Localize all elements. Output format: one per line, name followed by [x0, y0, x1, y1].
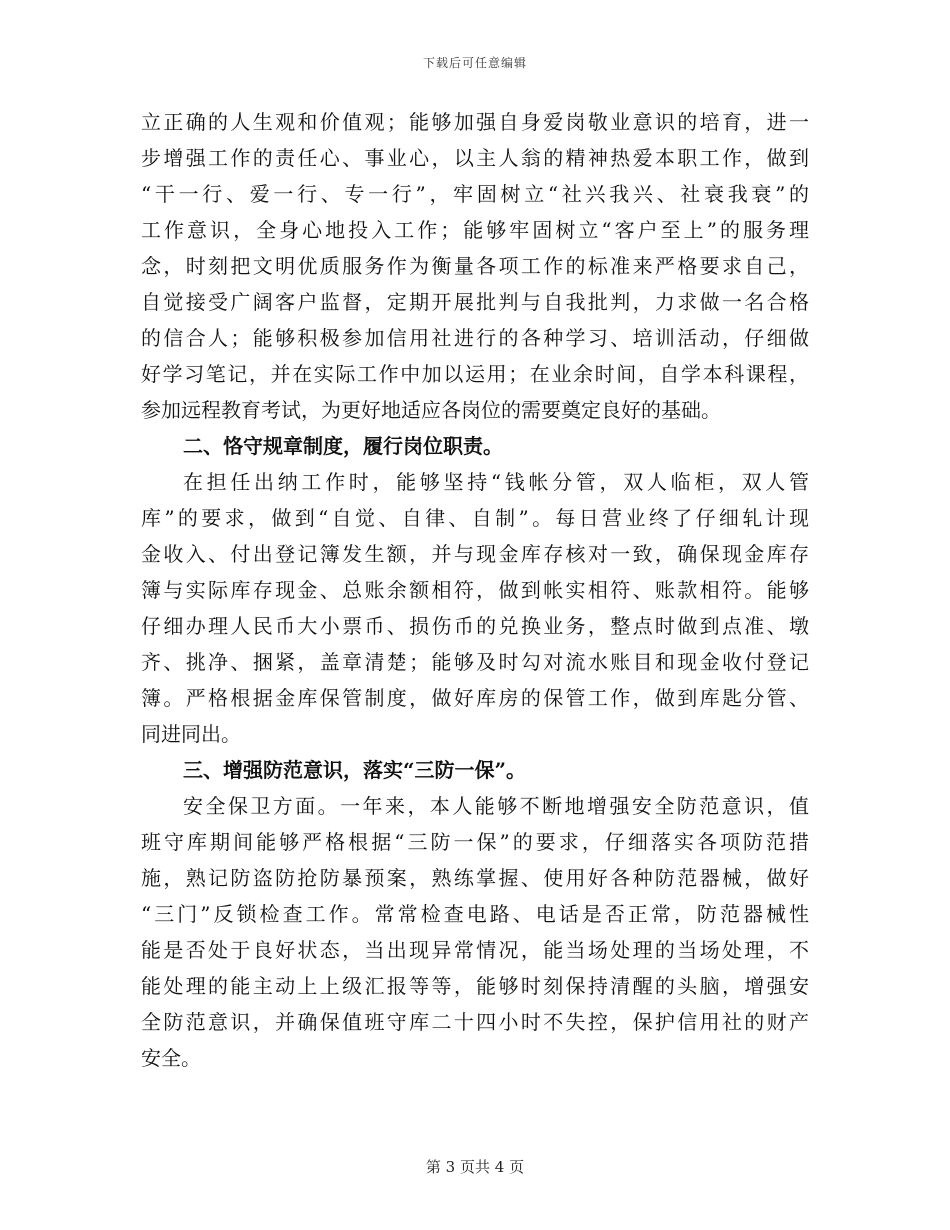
- body-line: 好学习笔记，并在实际工作中加以运用；在业余时间，自学本科课程，: [141, 362, 809, 386]
- body-line: 施，熟记防盗防抢防暴预案，熟练掌握、使用好各种防范器械，做好: [141, 866, 809, 890]
- body-line: 仔细办理人民币大小票币、损伤币的兑换业务，整点时做到点准、墩: [141, 614, 809, 638]
- section-heading: 二、恪守规章制度，履行岗位职责。: [183, 434, 503, 458]
- body-line: “干一行、爱一行、专一行”，牢固树立“社兴我兴、社衰我衰”的: [141, 182, 809, 206]
- body-line: 能是否处于良好状态，当出现异常情况，能当场处理的当场处理，不: [141, 938, 809, 962]
- section-heading: 三、增强防范意识，落实“三防一保”。: [183, 758, 527, 782]
- body-line: 班守库期间能够严格根据“三防一保”的要求，仔细落实各项防范措: [141, 830, 809, 854]
- body-line: 金收入、付出登记簿发生额，并与现金库存核对一致，确保现金库存: [141, 542, 809, 566]
- body-line: 立正确的人生观和价值观；能够加强自身爱岗敬业意识的培育，进一: [141, 110, 809, 134]
- body-line: 念，时刻把文明优质服务作为衡量各项工作的标准来严格要求自己，: [141, 254, 809, 278]
- body-line: 自觉接受广阔客户监督，定期开展批判与自我批判，力求做一名合格: [141, 290, 809, 314]
- body-line: 全防范意识，并确保值班守库二十四小时不失控，保护信用社的财产: [141, 1010, 809, 1034]
- body-line: 参加远程教育考试，为更好地适应各岗位的需要奠定良好的基础。: [141, 398, 721, 422]
- page-header: 下载后可任意编辑: [422, 56, 527, 70]
- body-line: 安全。: [141, 1046, 201, 1070]
- body-line: 步增强工作的责任心、事业心，以主人翁的精神热爱本职工作，做到: [141, 146, 809, 170]
- body-line: 齐、挑净、捆紧，盖章清楚；能够及时勾对流水账目和现金收付登记: [141, 650, 809, 674]
- body-line: 库”的要求，做到“自觉、自律、自制”。每日营业终了仔细轧计现: [141, 506, 809, 530]
- body-line: 在担任出纳工作时，能够坚持“钱帐分管，双人临柜，双人管: [183, 470, 809, 494]
- body-line: 簿与实际库存现金、总账余额相符，做到帐实相符、账款相符。能够: [141, 578, 809, 602]
- body-line: 的信合人；能够积极参加信用社进行的各种学习、培训活动，仔细做: [141, 326, 809, 350]
- body-line: 同进同出。: [141, 722, 241, 746]
- body-line: 能处理的能主动上上级汇报等等，能够时刻保持清醒的头脑，增强安: [141, 974, 809, 998]
- body-line: 安全保卫方面。一年来，本人能够不断地增强安全防范意识，值: [183, 794, 809, 818]
- document-body: [141, 104, 809, 1076]
- body-line: “三门”反锁检查工作。常常检查电路、电话是否正常，防范器械性: [141, 902, 809, 926]
- page-footer: 第 3 页共 4 页: [425, 1158, 525, 1176]
- body-line: 工作意识，全身心地投入工作；能够牢固树立“客户至上”的服务理: [141, 218, 809, 242]
- body-line: 簿。严格根据金库保管制度，做好库房的保管工作，做到库匙分管、: [141, 686, 809, 710]
